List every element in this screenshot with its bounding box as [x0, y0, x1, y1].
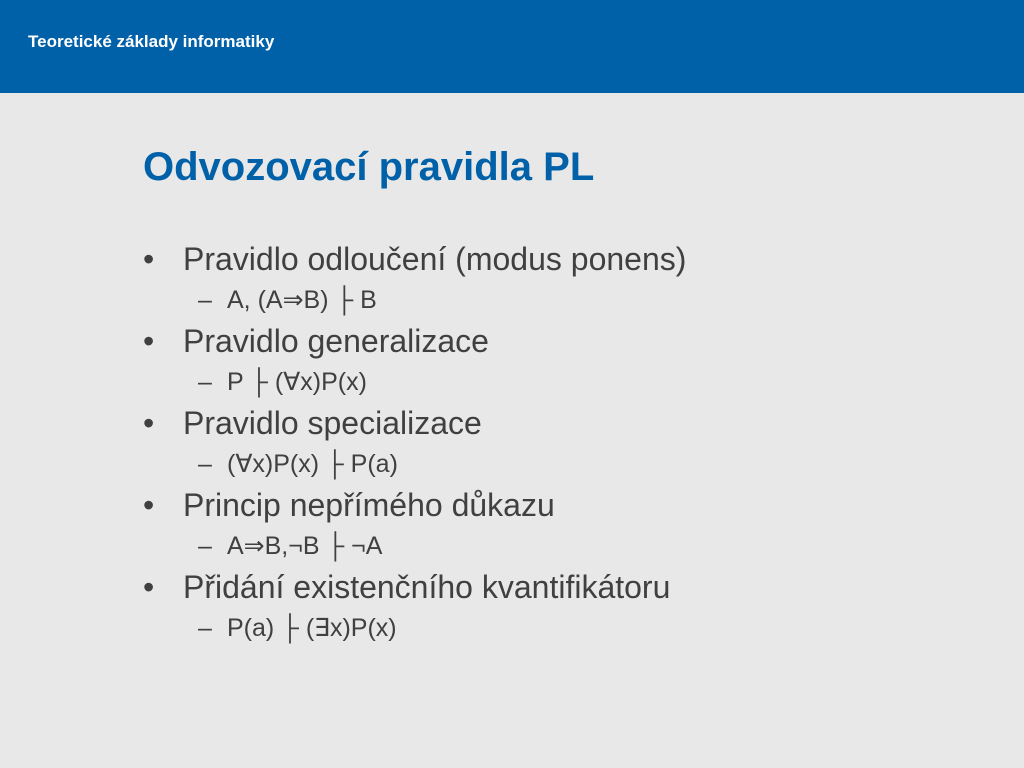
list-item — [143, 322, 1003, 401]
bullet-text: Princip nepřímého důkazu — [183, 487, 555, 523]
dash-icon: – — [198, 368, 212, 396]
sub-point — [143, 363, 1003, 401]
list-item — [143, 568, 1003, 647]
bullet-point — [143, 568, 1003, 606]
bullet-point — [143, 404, 1003, 442]
bullet-icon: • — [143, 241, 155, 277]
bullet-point — [143, 486, 1003, 524]
list-item — [143, 404, 1003, 483]
header-bar — [0, 0, 1024, 93]
dash-icon: – — [198, 286, 212, 314]
bullet-icon: • — [143, 405, 155, 441]
slide-title: Odvozovací pravidla PL — [143, 145, 595, 189]
sub-point — [143, 609, 1003, 647]
rule-list — [143, 240, 1003, 650]
formula-text: A, (A⇒B) ├ B — [227, 286, 377, 314]
bullet-icon: • — [143, 487, 155, 523]
bullet-icon: • — [143, 323, 155, 359]
bullet-text: Pravidlo odloučení (modus ponens) — [183, 241, 687, 277]
sub-point — [143, 527, 1003, 565]
bullet-text: Pravidlo generalizace — [183, 323, 489, 359]
bullet-icon: • — [143, 569, 155, 605]
dash-icon: – — [198, 614, 212, 642]
bullet-text: Přidání existenčního kvantifikátoru — [183, 569, 671, 605]
formula-text: P(a) ├ (∃x)P(x) — [227, 614, 397, 642]
sub-point — [143, 445, 1003, 483]
list-item — [143, 486, 1003, 565]
bullet-point — [143, 240, 1003, 278]
bullet-text: Pravidlo specializace — [183, 405, 482, 441]
dash-icon: – — [198, 450, 212, 478]
bullet-point — [143, 322, 1003, 360]
formula-text: P ├ (∀x)P(x) — [227, 368, 367, 396]
course-title: Teoretické základy informatiky — [28, 32, 275, 51]
formula-text: (∀x)P(x) ├ P(a) — [227, 450, 398, 478]
sub-point — [143, 281, 1003, 319]
dash-icon: – — [198, 532, 212, 560]
list-item — [143, 240, 1003, 319]
formula-text: A⇒B,¬B ├ ¬A — [227, 532, 383, 560]
